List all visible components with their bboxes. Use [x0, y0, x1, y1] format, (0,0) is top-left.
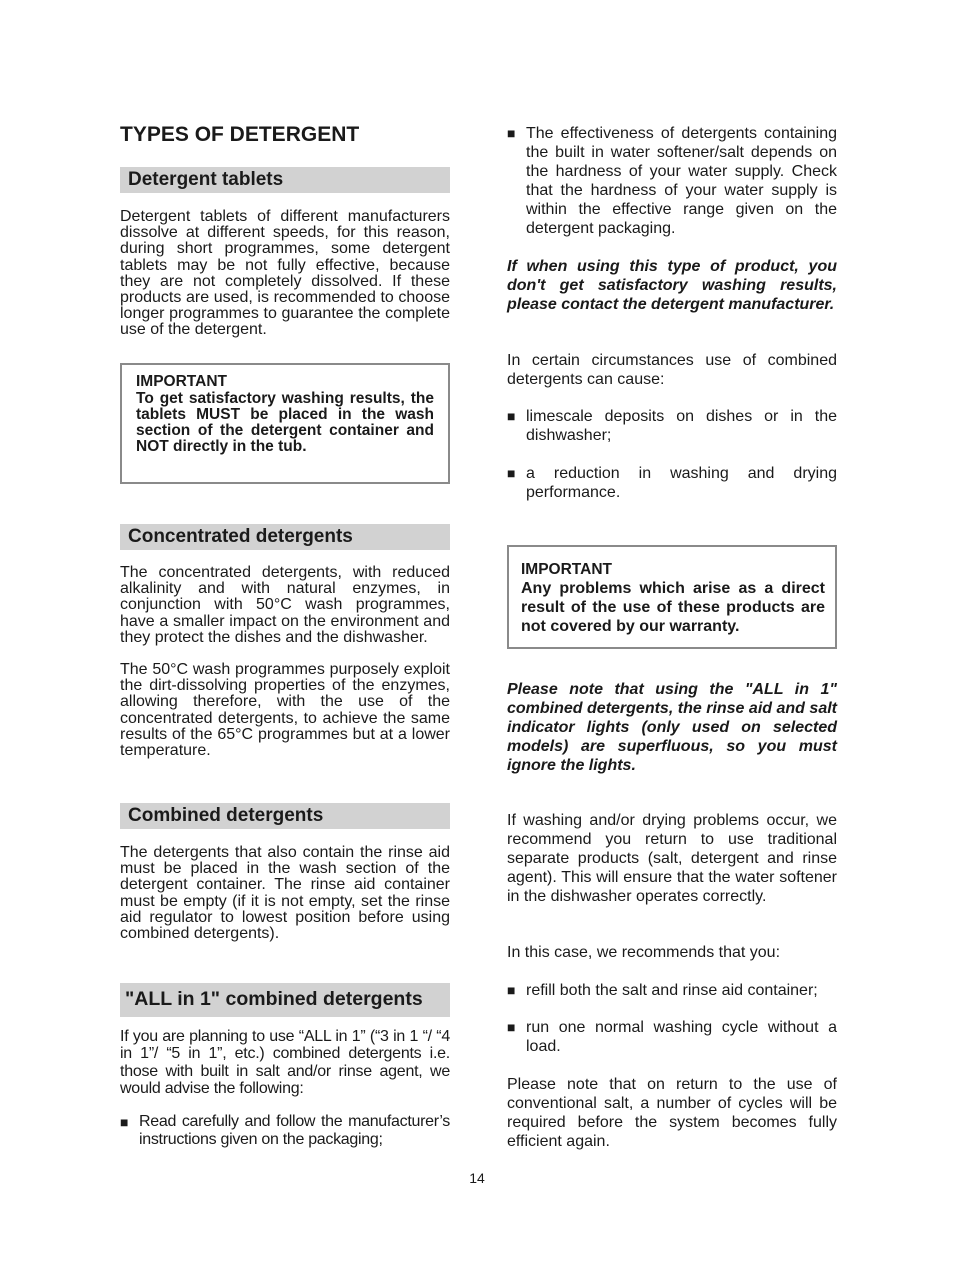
page-title: TYPES OF DETERGENT: [120, 123, 360, 146]
bullet-square-icon: ■: [507, 408, 516, 424]
important-text: Any problems which arise as a direct result of the use of these products are not covered by our warranty.: [521, 580, 825, 635]
heading-concentrated-detergents: Concentrated detergents: [120, 524, 450, 550]
list-item: [120, 1113, 450, 1148]
concentrated-paragraph-2: The 50°C wash programmes purposely exploit the dirt-dissolving properties of the enzymes, allowing therefore, with the use of the concentrated detergents, to achieve the same results of the 65°C programmes but at a lower temperature.: [120, 661, 450, 760]
bullet-text: run one normal washing cycle without a load.: [526, 1019, 837, 1055]
all-in-1-paragraph: If you are planning to use “ALL in 1” (“3 in 1 “/ “4 in 1”/ “5 in 1”, etc.) combined detergents i.e. those with built in salt and/or rinse agent, we would advise the following:: [120, 1028, 450, 1097]
warranty-important-box: [507, 545, 837, 649]
list-item: [507, 407, 837, 445]
bullet-square-icon: ■: [507, 982, 516, 998]
heading-combined-detergents: Combined detergents: [120, 803, 450, 829]
tablets-important-box: [120, 363, 450, 484]
circumstances-paragraph: In certain circumstances use of combined detergents can cause:: [507, 352, 837, 388]
heading-detergent-tablets: Detergent tablets: [120, 167, 450, 193]
page-number: 14: [469, 1170, 485, 1186]
bullet-text: limescale deposits on dishes or in the dishwasher;: [526, 408, 837, 444]
list-item: [507, 1018, 837, 1056]
important-text: To get satisfactory washing results, the tablets MUST be placed in the wash section of the detergent container and NOT directly in the tub.: [136, 389, 434, 456]
bullet-square-icon: ■: [507, 1019, 516, 1035]
important-label: IMPORTANT: [136, 373, 227, 390]
conventional-salt-paragraph: Please note that on return to the use of conventional salt, a number of cycles will be required before the system becomes fully efficient again.: [507, 1076, 837, 1150]
bullet-text: Read carefully and follow the manufacturer’s instructions given on the packaging;: [139, 1113, 450, 1148]
important-label: IMPORTANT: [521, 561, 612, 578]
indicator-lights-note: Please note that using the "ALL in 1" combined detergents, the rinse aid and salt indicator lights (only used on selected models) are superfluous, so you must ignore the lights.: [507, 681, 837, 774]
list-item: [507, 981, 837, 1000]
bullet-square-icon: ■: [507, 465, 516, 481]
list-item: [507, 464, 837, 502]
bullet-text: a reduction in washing and drying performance.: [526, 465, 837, 501]
contact-manufacturer-note: If when using this type of product, you don't get satisfactory washing results, please contact the detergent manufacturer.: [507, 258, 837, 313]
tablets-paragraph: Detergent tablets of different manufacturers dissolve at different speeds, for this reason, during short programmes, some detergent tablets may be not fully effective, because they are not completely dissolved. If these products are used, is recommended to choose longer programmes to guarantee the complete use of the detergent.: [120, 208, 450, 339]
combined-paragraph: The detergents that also contain the rinse aid must be placed in the wash section of the detergent container. The rinse aid container must be empty (if it is not empty, set the rinse aid regulator to lowest position before using combined detergents).: [120, 844, 450, 943]
bullet-text: refill both the salt and rinse aid container;: [526, 982, 818, 999]
bullet-square-icon: ■: [120, 1114, 129, 1130]
concentrated-paragraph-1: The concentrated detergents, with reduced alkalinity and with natural enzymes, in conjunction with 50°C wash programmes, have a smaller impact on the environment and they protect the dishes and the dishwasher.: [120, 564, 450, 646]
list-item: [507, 124, 837, 238]
bullet-square-icon: ■: [507, 125, 516, 141]
recommend-paragraph: In this case, we recommends that you:: [507, 944, 781, 961]
problems-paragraph: If washing and/or drying problems occur, we recommend you return to use traditional separate products (salt, detergent and rinse agent). This will ensure that the water softener in the dishwasher operates correctly.: [507, 812, 837, 905]
heading-all-in-1: "ALL in 1" combined detergents: [120, 983, 450, 1017]
bullet-text: The effectiveness of detergents containing the built in water softener/salt depends on the hardness of your water supply. Check that the hardness of your water supply is within the effective range given on the detergent packaging.: [526, 125, 837, 237]
